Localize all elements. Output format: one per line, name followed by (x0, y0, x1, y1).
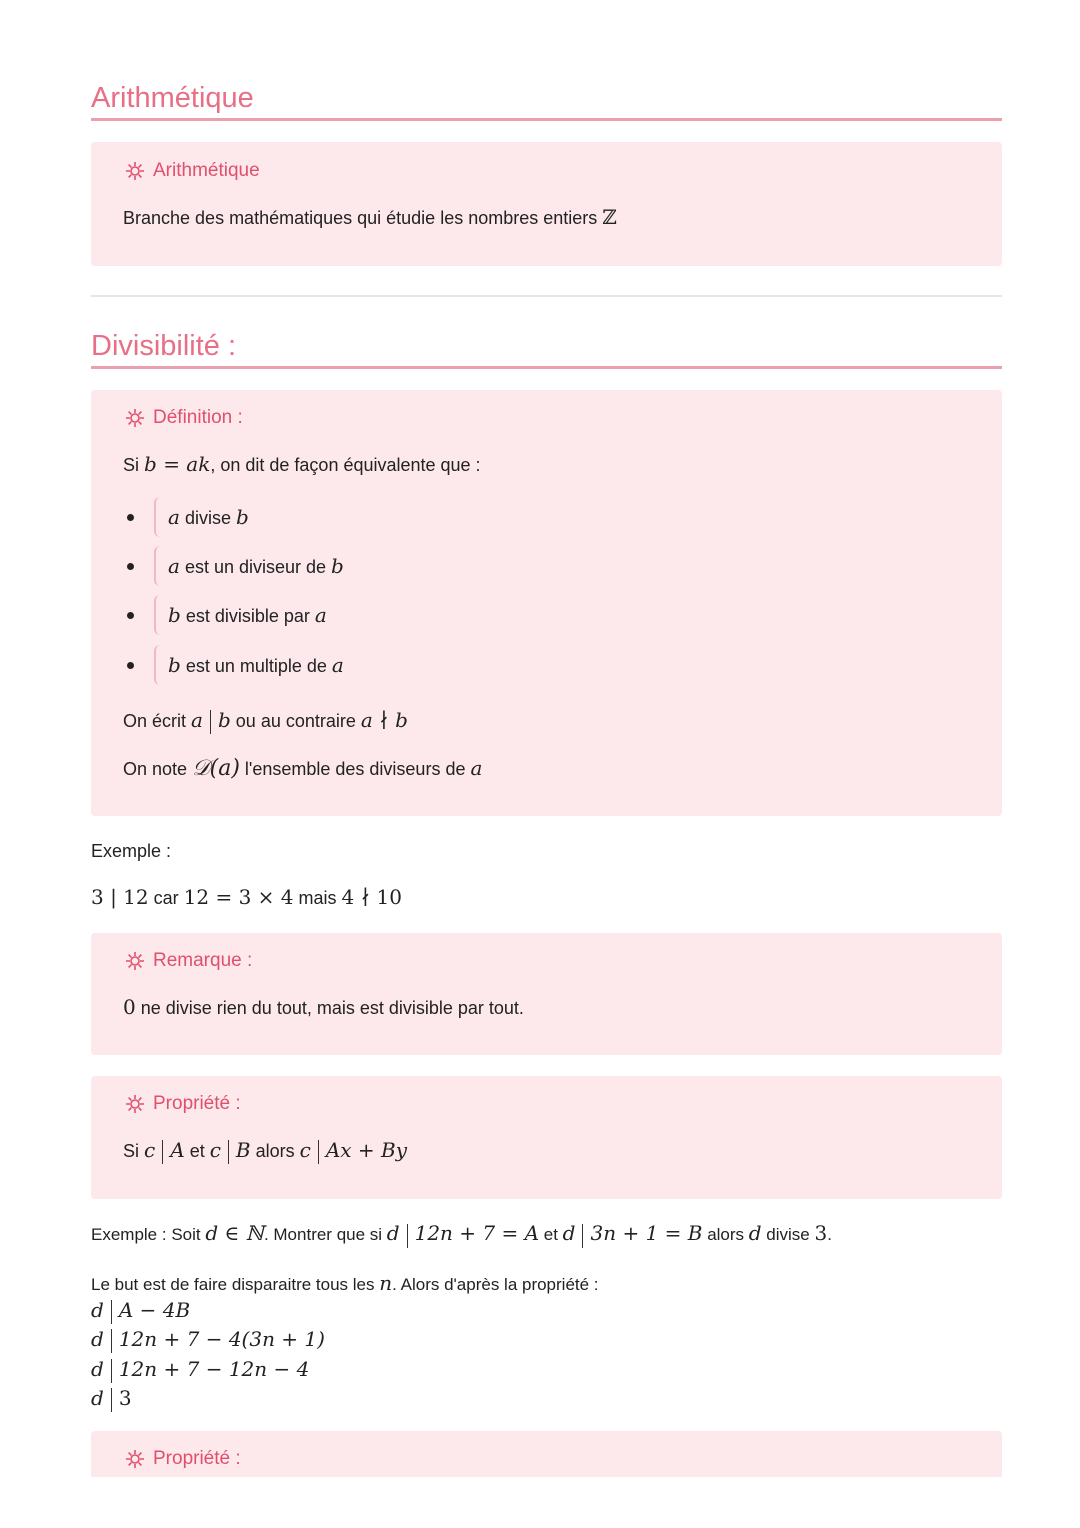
bullet-dot (127, 514, 134, 521)
propriete-box-2-title (125, 1447, 241, 1471)
step-expr: 12n + 7 − 4(3n + 1) (118, 1327, 325, 1351)
step-expr: 12n + 7 − 12n − 4 (118, 1357, 310, 1381)
arithmetique-box-title (125, 159, 260, 183)
ex2-alors: alors (702, 1225, 749, 1244)
note-post: l'ensemble des diviseurs de (239, 759, 466, 779)
notation-line (123, 707, 408, 734)
step-d: d (91, 1298, 104, 1322)
step-line (91, 1326, 325, 1353)
alors: alors (250, 1141, 300, 1161)
ex2-d-in-N: d ∈ ℕ (205, 1221, 264, 1245)
step-d: d (91, 1327, 104, 1351)
si: Si (123, 1141, 140, 1161)
ex-c: 4 ∤ 10 (341, 885, 402, 909)
note-a: a (470, 756, 483, 780)
ex2-dot: . (827, 1225, 832, 1244)
step-line (91, 1356, 309, 1383)
item-var-b: a (331, 653, 344, 677)
remarque-box (91, 933, 1002, 1055)
item-var-a: b (168, 653, 181, 677)
but-n: n (379, 1271, 393, 1295)
list-item (127, 646, 344, 684)
integers-symbol: ℤ (602, 205, 617, 229)
brace-mark (154, 497, 160, 537)
item-var-b: a (314, 603, 327, 627)
section-title-arithmetique: Arithmétique (91, 80, 1002, 121)
box-title-text: Propriété : (153, 1093, 241, 1114)
definition-box (91, 390, 1002, 816)
step-line (91, 1385, 132, 1412)
bullet-dot (127, 612, 134, 619)
divides-bar (162, 1140, 163, 1164)
item-var-b: b (331, 554, 344, 578)
ex2-e2: 3n + 1 = B (590, 1221, 703, 1245)
item-var-a: a (168, 554, 180, 578)
divides-bar (318, 1140, 319, 1164)
intro-math: b = ak (144, 452, 211, 476)
ecrit-not-divides: a ∤ b (360, 708, 408, 732)
brace-mark (154, 645, 160, 685)
ecrit-a: a (191, 708, 203, 732)
box-title-text: Remarque : (153, 950, 253, 971)
remarque-box-title (125, 949, 252, 973)
ex2-label: Exemple : (91, 1225, 167, 1244)
combination-expr: Ax + By (325, 1138, 408, 1162)
brace-mark (154, 546, 160, 586)
box-title-text: Définition : (153, 407, 243, 428)
step-line (91, 1297, 190, 1324)
section-title-divisibilite: Divisibilité : (91, 328, 1002, 369)
exemple-label: Exemple : (91, 841, 172, 861)
step-d: d (91, 1386, 104, 1410)
c1: c (144, 1138, 156, 1162)
exemple-line (91, 884, 402, 911)
ex-mais: mais (293, 888, 342, 908)
item-text (168, 603, 327, 627)
item-text (168, 505, 249, 529)
remarque-text (123, 994, 524, 1021)
ex-car: car (148, 888, 184, 908)
definition-box-title (125, 406, 243, 430)
bullet-dot (127, 563, 134, 570)
ex2-d3: d (748, 1221, 762, 1245)
ecrit-mid: ou au contraire (230, 711, 361, 731)
box-title-text: Arithmétique (153, 160, 260, 181)
c2: c (209, 1138, 221, 1162)
ex2-three: 3 (814, 1221, 828, 1245)
divides-bar (228, 1140, 229, 1164)
item-var-a: a (168, 505, 180, 529)
list-item (127, 547, 344, 585)
ex2-e1: 12n + 7 = A (414, 1221, 540, 1245)
arithmetique-definition (123, 204, 617, 231)
divides-bar (582, 1224, 583, 1248)
var-B: B (235, 1138, 251, 1162)
item-words: est un multiple de (180, 656, 332, 676)
list-item (127, 498, 249, 536)
item-var-b: b (235, 505, 249, 529)
bullet-dot (127, 662, 134, 669)
arithmetique-box (91, 142, 1002, 266)
box-title-text: Propriété : (153, 1448, 241, 1469)
divides-bar (111, 1300, 112, 1324)
divides-bar (111, 1359, 112, 1383)
ex2-montrer: . Montrer que si (263, 1225, 387, 1244)
gear-icon (125, 161, 145, 181)
note-math: 𝒟(a) (192, 756, 240, 781)
gear-icon (125, 1449, 145, 1469)
propriete-box (91, 1076, 1002, 1199)
propriete-box-2 (91, 1431, 1002, 1477)
step-expr: 3 (118, 1386, 132, 1410)
gear-icon (125, 951, 145, 971)
list-item (127, 596, 327, 634)
note-pre: On note (123, 759, 188, 779)
but-text: Le but est de faire disparaitre tous les (91, 1275, 375, 1294)
brace-mark (154, 595, 160, 635)
intro-post: , on dit de façon équivalente que : (210, 455, 481, 475)
ex2-d2: d (562, 1221, 576, 1245)
ecrit-b: b (217, 708, 231, 732)
divides-bar (111, 1388, 112, 1412)
item-words: est divisible par (180, 606, 315, 626)
exemple2-line (91, 1220, 832, 1248)
ecrit-pre: On écrit (123, 711, 187, 731)
but-text2: . Alors d'après la propriété : (392, 1275, 599, 1294)
ex-b: 12 = 3 × 4 (183, 885, 294, 909)
but-line (91, 1270, 599, 1298)
item-words: divise (179, 508, 236, 528)
section-divider (91, 295, 1002, 297)
item-text (168, 653, 344, 677)
definition-text: Branche des mathématiques qui étudie les nombres entiers (123, 208, 598, 228)
zero: 0 (123, 995, 136, 1019)
et: et (184, 1141, 210, 1161)
propriete-box-title (125, 1092, 241, 1116)
step-d: d (91, 1357, 104, 1381)
divides-bar (407, 1224, 408, 1248)
item-words: est un diviseur de (179, 557, 332, 577)
ex2-divise: divise (761, 1225, 815, 1244)
var-A: A (170, 1138, 185, 1162)
divides-bar (210, 710, 211, 734)
intro-pre: Si (123, 455, 140, 475)
divides-bar (111, 1329, 112, 1353)
step-expr: A − 4B (118, 1298, 191, 1322)
definition-intro (123, 451, 481, 478)
divisor-set-line (123, 755, 482, 782)
c3: c (299, 1138, 311, 1162)
item-var-a: b (168, 603, 181, 627)
gear-icon (125, 1094, 145, 1114)
remarque-words: ne divise rien du tout, mais est divisible par tout. (135, 998, 524, 1018)
item-text (168, 554, 344, 578)
propriete-statement (123, 1137, 407, 1164)
ex2-soit: Soit (166, 1225, 206, 1244)
ex2-et: et (539, 1225, 563, 1244)
gear-icon (125, 408, 145, 428)
ex2-d1: d (386, 1221, 400, 1245)
ex-a: 3 | 12 (91, 885, 149, 909)
